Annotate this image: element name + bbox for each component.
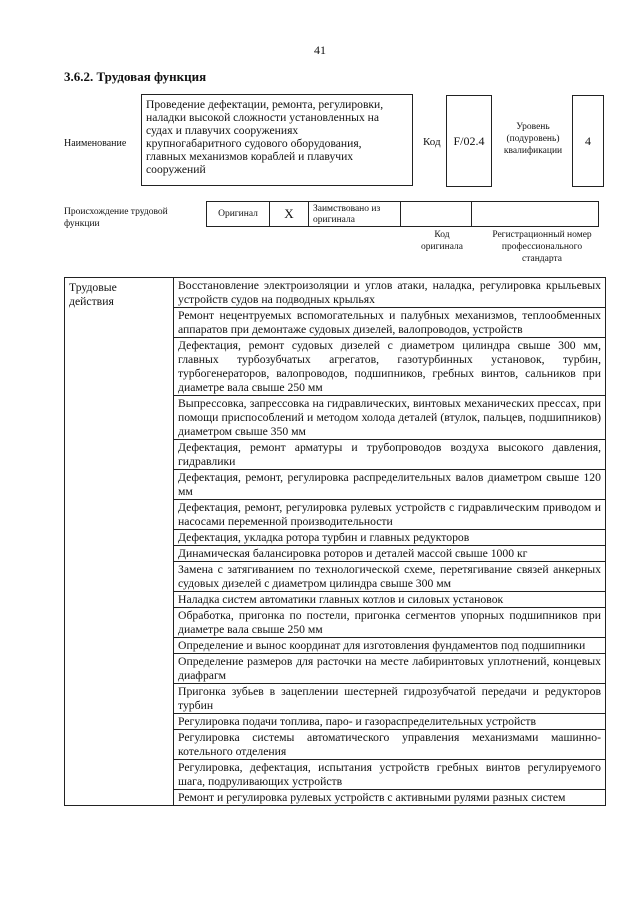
table-row bbox=[65, 278, 606, 308]
page-number: 41 bbox=[314, 43, 326, 57]
origin-borrowed-cell bbox=[308, 201, 401, 227]
origin-code-cell bbox=[400, 201, 472, 227]
origin-label bbox=[64, 206, 204, 230]
action-item: Восстановление электроизоляции и углов атаки, наладка, регулировка крыльевых устройств судов на подводных крыльях bbox=[174, 278, 606, 308]
origin-mark-cell bbox=[269, 201, 309, 227]
code-label: Код bbox=[423, 136, 441, 148]
function-name-line: сооружений bbox=[146, 163, 206, 176]
section-title: 3.6.2. Трудовая функция bbox=[64, 69, 207, 84]
function-name-line: крупногабаритного судового оборудования, bbox=[146, 137, 362, 150]
function-name-box bbox=[141, 94, 413, 186]
actions-header-cell bbox=[65, 278, 174, 806]
caption-line: оригинала bbox=[421, 242, 463, 252]
origin-label-line: Происхождение трудовой bbox=[64, 207, 168, 217]
function-name-line: наладки высокой сложности установленных на bbox=[146, 111, 380, 124]
action-item: Определение размеров для расточки на месте лабиринтовых уплотнений, концевых диафрагм bbox=[174, 654, 606, 684]
action-item: Определение и вынос координат для изготовления фундаментов под подшипники bbox=[174, 638, 606, 654]
caption-line: профессионального bbox=[501, 242, 583, 252]
original-label: Оригинал bbox=[218, 209, 258, 219]
caption-line: Код bbox=[434, 230, 450, 240]
action-item: Пригонка зубьев в зацеплении шестерней гидрозубчатой передачи и редукторов турбин bbox=[174, 684, 606, 714]
action-item: Ремонт нецентруемых вспомогательных и палубных механизмов, теплообменных аппаратов при демонтаже судовых дизелей, валопроводов, устройств bbox=[174, 308, 606, 338]
action-item: Дефектация, ремонт, регулировка распределительных валов диаметром свыше 120 мм bbox=[174, 470, 606, 500]
name-label: Наименование bbox=[64, 138, 127, 149]
origin-code-caption bbox=[406, 229, 478, 253]
borrowed-label-line: оригинала bbox=[313, 215, 355, 225]
borrowed-label-line: Заимствовано из bbox=[313, 204, 381, 214]
actions-header-line: действия bbox=[69, 295, 114, 308]
action-item: Дефектация, ремонт, регулировка рулевых устройств с гидравлическим приводом и насосами переменной производительности bbox=[174, 500, 606, 530]
action-item: Дефектация, ремонт судовых дизелей с диаметром цилиндра свыше 300 мм, главных турбозубчатых агрегатов, газотурбинных установок, турбин, турбогенераторов, валопроводов, подшипников, гребных винтов, сальников при диаметре вала свыше 250 мм bbox=[174, 338, 606, 396]
labor-actions-table bbox=[64, 277, 606, 806]
caption-line: Регистрационный номер bbox=[492, 230, 592, 240]
origin-original-cell bbox=[206, 201, 270, 227]
action-item: Замена с затягиванием по технологической схеме, перетягивание связей анкерных судовых дизелей с диаметром цилиндра свыше 300 мм bbox=[174, 562, 606, 592]
function-name-line: судах и плавучих сооружениях bbox=[146, 124, 299, 137]
origin-grid bbox=[207, 201, 599, 227]
action-item: Наладка систем автоматики главных котлов и силовых установок bbox=[174, 592, 606, 608]
level-value-box bbox=[572, 95, 604, 187]
origin-reg-caption bbox=[478, 229, 606, 265]
code-value: F/02.4 bbox=[453, 133, 485, 148]
action-item: Ремонт и регулировка рулевых устройств с активными рулями разных систем bbox=[174, 790, 606, 806]
level-label-line: Уровень bbox=[516, 122, 550, 132]
level-label bbox=[496, 121, 570, 157]
level-value: 4 bbox=[585, 133, 591, 148]
original-mark: X bbox=[284, 206, 294, 221]
action-item: Выпрессовка, запрессовка на гидравлических, винтовых механических прессах, при помощи приспособлений и методом холода деталей (втулок, пальцев, подшипников) диаметром свыше 350 мм bbox=[174, 396, 606, 440]
action-item: Дефектация, ремонт арматуры и трубопроводов воздуха высокого давления, гидравлики bbox=[174, 440, 606, 470]
actions-header-line: Трудовые bbox=[69, 281, 117, 294]
function-name-line: главных механизмов кораблей и плавучих bbox=[146, 150, 354, 163]
level-label-line: квалификации bbox=[503, 146, 563, 156]
action-item: Регулировка, дефектация, испытания устройств гребных винтов регулируемого шага, подруливающих устройств bbox=[174, 760, 606, 790]
origin-reg-number-cell bbox=[471, 201, 599, 227]
action-item: Дефектация, укладка ротора турбин и главных редукторов bbox=[174, 530, 606, 546]
function-name-line: Проведение дефектации, ремонта, регулировки, bbox=[146, 98, 384, 111]
action-item: Динамическая балансировка роторов и деталей массой свыше 1000 кг bbox=[174, 546, 606, 562]
origin-label-line: функции bbox=[64, 219, 100, 229]
action-item: Обработка, пригонка по постели, пригонка сегментов упорных подшипников при диаметре вала свыше 250 мм bbox=[174, 608, 606, 638]
action-item: Регулировка подачи топлива, паро- и газораспределительных устройств bbox=[174, 714, 606, 730]
code-value-box bbox=[446, 95, 492, 187]
level-label-line: (подуровень) bbox=[506, 134, 560, 144]
action-item: Регулировка системы автоматического управления механизмами машинно-котельного отделения bbox=[174, 730, 606, 760]
caption-line: стандарта bbox=[522, 254, 562, 264]
